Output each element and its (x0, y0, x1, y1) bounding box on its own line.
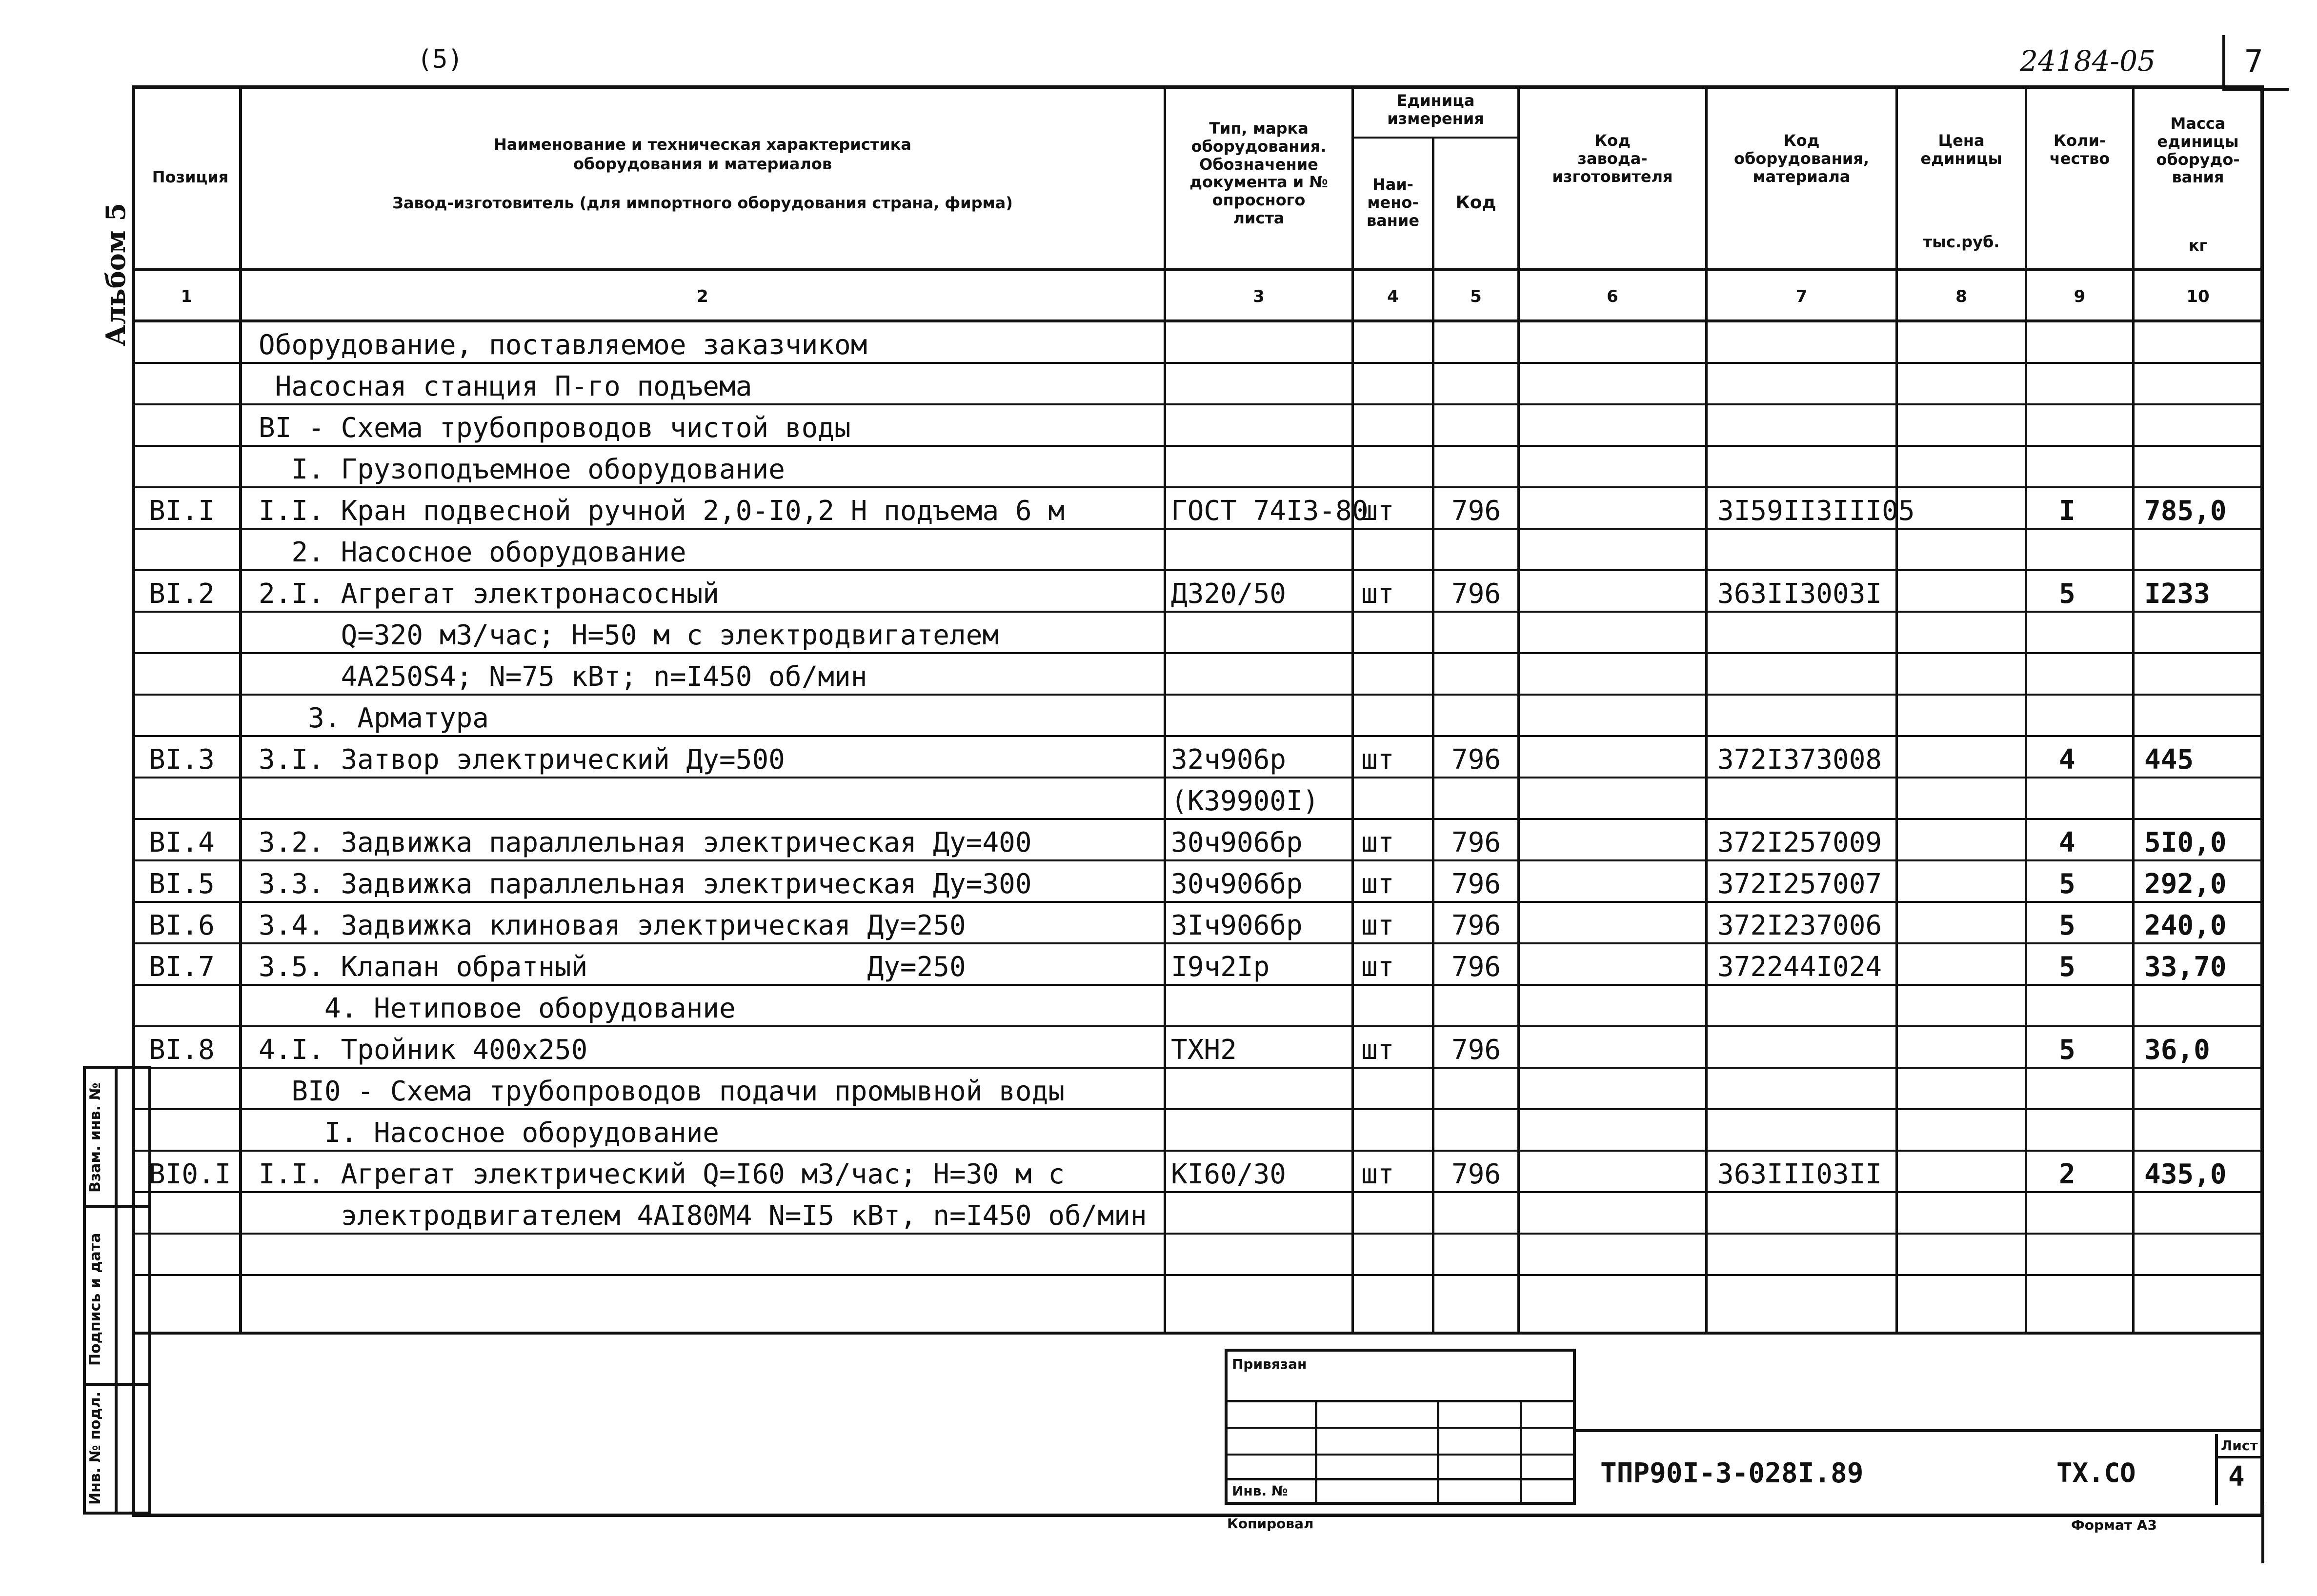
cell-position: BI.8 (149, 1034, 215, 1066)
row-divider (132, 611, 2264, 613)
cell-quantity: 4 (2059, 744, 2075, 776)
title-mark: TX.CO (2056, 1457, 2136, 1488)
cell-material-code: 363III03II (1717, 1158, 1882, 1190)
header-name-line2: оборудования и материалов (573, 155, 832, 173)
cell-unit-code: 796 (1451, 578, 1501, 610)
title-copied: Копировал (1227, 1516, 1314, 1532)
cell-name: I.I. Кран подвесной ручной 2,0-I0,2 Н подъема 6 м (259, 495, 1065, 527)
cell-unit: шт (1361, 744, 1394, 776)
row-divider (132, 1274, 2264, 1276)
cell-quantity: 5 (2059, 951, 2075, 983)
row-divider (132, 1233, 2264, 1235)
cell-mass: 435,0 (2144, 1158, 2227, 1190)
cell-type: ГОСТ 74I3-80 (1171, 495, 1369, 527)
title-sheet-label: Лист (2221, 1437, 2258, 1454)
cell-name: 4.I. Тройник 400х250 (259, 1034, 588, 1066)
row-divider (132, 818, 2264, 820)
header-name-line3: Завод-изготовитель (для импортного оборудования страна, фирма) (392, 194, 1013, 212)
cell-type: (К39900I) (1171, 785, 1319, 817)
cell-unit-code: 796 (1451, 744, 1501, 776)
cell-quantity: 5 (2059, 868, 2075, 900)
row-divider (132, 569, 2264, 571)
cell-position: BI.5 (149, 868, 215, 900)
row-divider (132, 859, 2264, 861)
colnum-2: 2 (697, 287, 708, 306)
cell-type: 30ч906бр (1171, 827, 1303, 858)
cell-type: 30ч906бр (1171, 868, 1303, 900)
row-divider (132, 1150, 2264, 1152)
cell-name: 3.3. Задвижка параллельная электрическая Ду=300 (259, 868, 1032, 900)
cell-mass: 33,70 (2144, 951, 2227, 983)
header-mass-unit: кг (2188, 236, 2208, 255)
cell-material-code: 372244I024 (1717, 951, 1882, 983)
doc-number-handwritten: 24184-05 (2020, 44, 2156, 78)
cell-material-code: 372I257007 (1717, 868, 1882, 900)
cell-name: 3.4. Задвижка клиновая электрическая Ду=250 (259, 910, 966, 941)
header-type: Тип, марка оборудования. Обозначение документа и № опросного листа (1189, 119, 1328, 227)
cell-unit: шт (1361, 495, 1394, 527)
header-unit-name: Наи- мено- вание (1366, 175, 1420, 230)
colnum-7: 7 (1795, 287, 1808, 306)
row-divider (132, 901, 2264, 903)
cell-mass: 785,0 (2144, 495, 2227, 527)
cell-quantity: 5 (2059, 578, 2075, 610)
cell-unit-code: 796 (1451, 951, 1501, 983)
cell-name: 2.I. Агрегат электронасосный (259, 578, 720, 610)
title-inv-no: Инв. № (1232, 1483, 1288, 1499)
corner-page: 7 (2244, 44, 2263, 80)
cell-name: 3.5. Клапан обратный Ду=250 (259, 951, 966, 983)
colnum-4: 4 (1387, 287, 1399, 306)
cell-mass: 240,0 (2144, 910, 2227, 941)
colnum-6: 6 (1607, 287, 1618, 306)
colnum-8: 8 (1955, 287, 1967, 306)
row-divider (132, 1191, 2264, 1193)
header-material-code: Код оборудования, материала (1734, 131, 1869, 186)
cell-name: электродвигателем 4AI80M4 N=I5 кВт, n=I450 об/мин (259, 1200, 1147, 1232)
cell-name: BI - Схема трубопроводов чистой воды (259, 412, 851, 444)
cell-mass: 292,0 (2144, 868, 2227, 900)
cell-name: 3.I. Затвор электрический Ду=500 (259, 744, 785, 776)
row-divider (132, 984, 2264, 986)
row-divider (132, 528, 2264, 530)
cell-position: BI.I (149, 495, 215, 527)
cell-position: BI.7 (149, 951, 215, 983)
header-mass: Масса единицы оборудо- вания (2156, 114, 2240, 187)
row-divider (132, 735, 2264, 737)
colnum-1: 1 (181, 287, 193, 306)
cell-type: КI60/30 (1171, 1158, 1287, 1190)
cell-name: I. Насосное оборудование (259, 1117, 720, 1149)
cell-material-code: 372I373008 (1717, 744, 1882, 776)
cell-unit: шт (1361, 868, 1394, 900)
colnum-5: 5 (1470, 287, 1482, 306)
row-divider (132, 1025, 2264, 1027)
stamp-label-signature: Подпись и дата (87, 1233, 104, 1366)
cell-unit-code: 796 (1451, 827, 1501, 858)
row-divider (132, 777, 2264, 778)
header-name-line1: Наименование и техническая характеристика (494, 135, 911, 154)
cell-unit: шт (1361, 910, 1394, 941)
cell-name: 3.2. Задвижка параллельная электрическая Ду=400 (259, 827, 1032, 858)
cell-position: BI.2 (149, 578, 215, 610)
cell-quantity: 2 (2059, 1158, 2075, 1190)
header-factory-code: Код завода- изготовителя (1552, 131, 1673, 186)
cell-type: ТХН2 (1171, 1034, 1237, 1066)
cell-position: BI0.I (149, 1158, 231, 1190)
cell-quantity: 5 (2059, 910, 2075, 941)
row-divider (132, 486, 2264, 488)
colnum-9: 9 (2074, 287, 2086, 306)
row-divider (132, 403, 2264, 405)
cell-name: Оборудование, поставляемое заказчиком (259, 329, 867, 361)
cell-name: Q=320 м3/час; Н=50 м с электродвигателем (259, 619, 999, 651)
album-label: Альбом 5 (100, 202, 131, 346)
stamp-label-inventory: Инв. № подл. (87, 1391, 104, 1505)
title-format: Формат А3 (2071, 1517, 2157, 1533)
cell-unit-code: 796 (1451, 868, 1501, 900)
colnum-10: 10 (2186, 287, 2210, 306)
cell-quantity: I (2059, 495, 2075, 527)
cell-name: 4A250S4; N=75 кВт; n=I450 об/мин (259, 661, 867, 693)
cell-unit: шт (1361, 1034, 1394, 1066)
cell-quantity: 5 (2059, 1034, 2075, 1066)
header-price: Цена единицы (1920, 131, 2002, 168)
header-quantity: Коли- чество (2049, 131, 2110, 168)
row-divider (132, 694, 2264, 696)
cell-mass: 445 (2144, 744, 2194, 776)
cell-mass: 36,0 (2144, 1034, 2210, 1066)
cell-unit-code: 796 (1451, 495, 1501, 527)
cell-type: Д320/50 (1171, 578, 1287, 610)
sheet-label: (5) (417, 45, 463, 74)
cell-name: Насосная станция П-го подъема (259, 371, 752, 402)
cell-unit: шт (1361, 578, 1394, 610)
header-price-unit: тыс.руб. (1923, 233, 2000, 251)
colnum-3: 3 (1253, 287, 1265, 306)
stamp-label-replaced: Взам. инв. № (87, 1082, 104, 1193)
cell-name: 2. Насосное оборудование (259, 537, 686, 568)
cell-type: 3Iч906бр (1171, 910, 1303, 941)
header-unit-code: Код (1455, 193, 1496, 213)
row-divider (132, 1108, 2264, 1110)
cell-position: BI.3 (149, 744, 215, 776)
cell-material-code: 363II3003I (1717, 578, 1882, 610)
cell-unit: шт (1361, 827, 1394, 858)
cell-unit: шт (1361, 951, 1394, 983)
row-divider (132, 445, 2264, 447)
row-divider (132, 942, 2264, 944)
cell-quantity: 4 (2059, 827, 2075, 858)
cell-unit-code: 796 (1451, 910, 1501, 941)
cell-name: BI0 - Схема трубопроводов подачи промывной воды (259, 1076, 1065, 1107)
row-divider (132, 1067, 2264, 1069)
cell-unit: шт (1361, 1158, 1394, 1190)
header-unit-group: Единица измерения (1387, 91, 1484, 128)
cell-type: I9ч2Iр (1171, 951, 1270, 983)
cell-material-code: 3I59II3III05 (1717, 495, 1915, 527)
cell-mass: 5I0,0 (2144, 827, 2227, 858)
title-sheet-no: 4 (2228, 1461, 2245, 1493)
cell-name: I.I. Агрегат электрический Q=I60 м3/час; Н=30 м с (259, 1158, 1065, 1190)
cell-name: I. Грузоподъемное оборудование (259, 454, 785, 485)
cell-unit-code: 796 (1451, 1034, 1501, 1066)
cell-position: BI.4 (149, 827, 215, 858)
header-position: Позиция (152, 168, 229, 186)
cell-name: 4. Нетиповое оборудование (259, 993, 736, 1024)
cell-material-code: 372I257009 (1717, 827, 1882, 858)
cell-mass: I233 (2144, 578, 2210, 610)
cell-unit-code: 796 (1451, 1158, 1501, 1190)
cell-type: 32ч906р (1171, 744, 1287, 776)
cell-name: 3. Арматура (259, 702, 489, 734)
row-divider (132, 652, 2264, 654)
row-divider (132, 362, 2264, 364)
title-designation: ТПР90I-3-028I.89 (1600, 1457, 1864, 1489)
cell-material-code: 372I237006 (1717, 910, 1882, 941)
cell-position: BI.6 (149, 910, 215, 941)
title-privyazan: Привязан (1232, 1356, 1307, 1372)
